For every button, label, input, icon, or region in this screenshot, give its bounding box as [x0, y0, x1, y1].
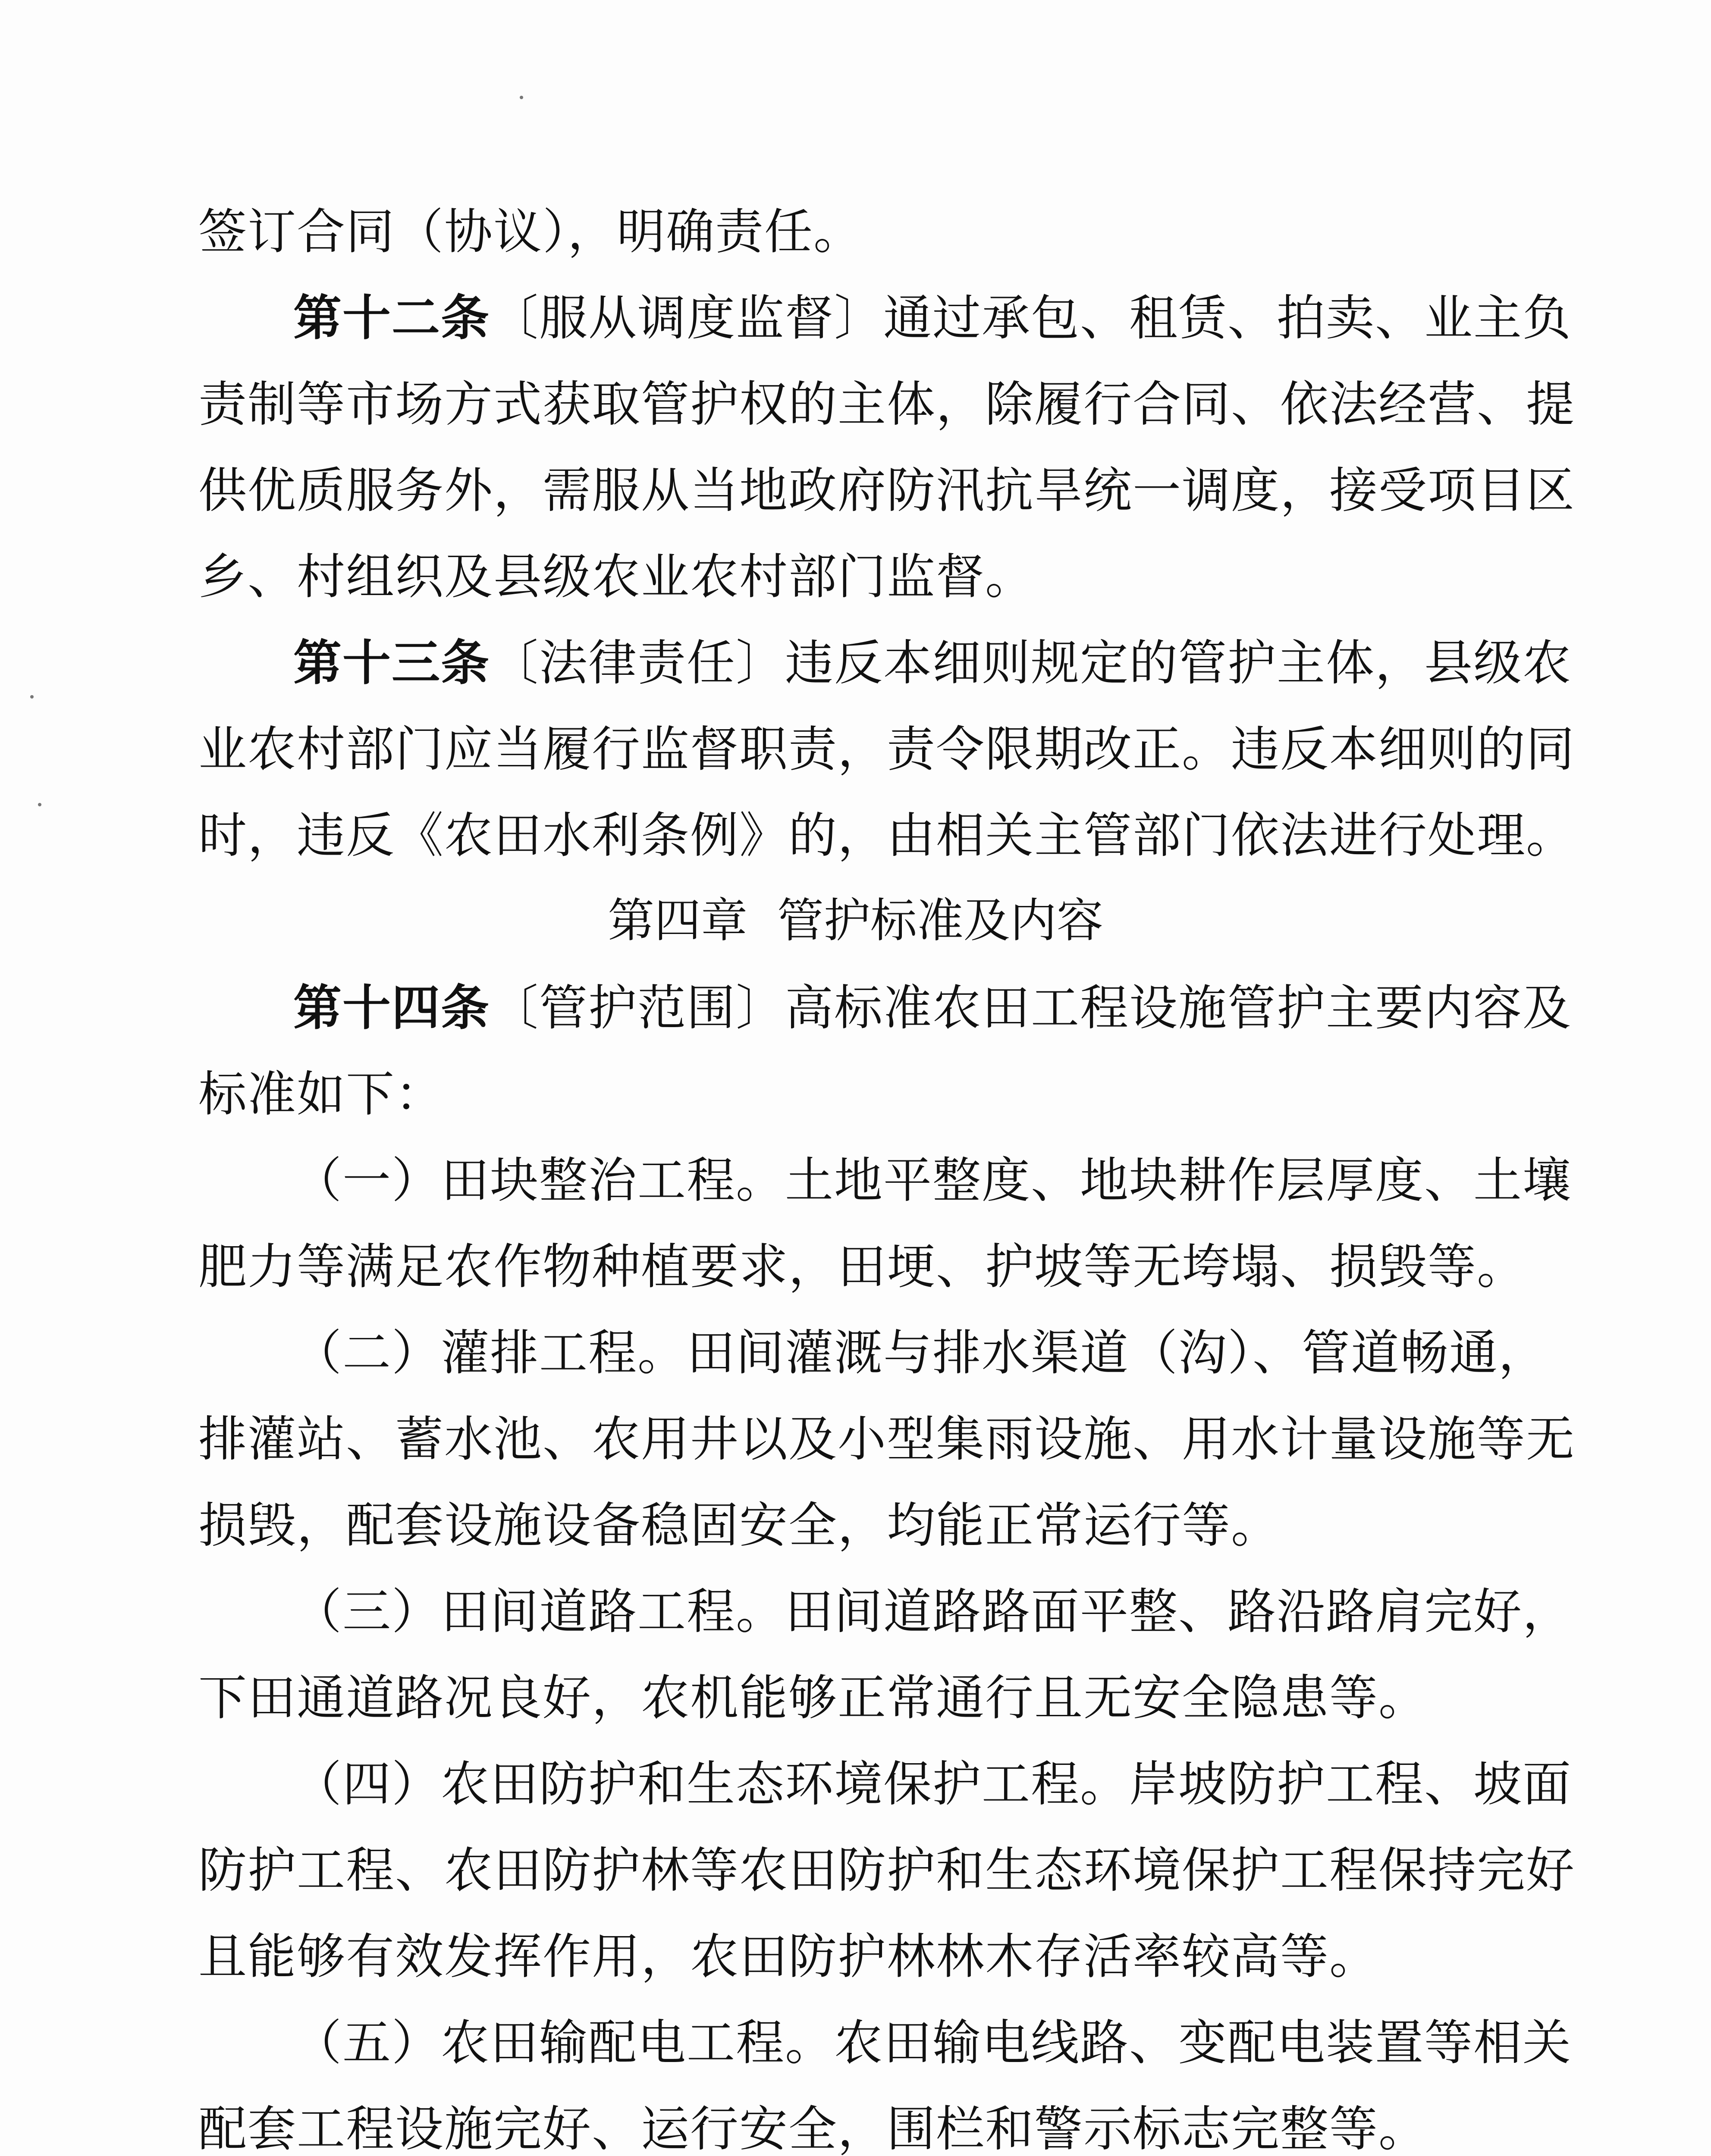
article-12-line: 第十二条〔服从调度监督〕通过承包、租赁、拍卖、业主负	[293, 290, 1572, 346]
scan-speck	[38, 803, 41, 806]
body-line: 损毁，配套设施设备稳固安全，均能正常运行等。	[198, 1498, 1280, 1554]
body-line: 且能够有效发挥作用，农田防护林林木存活率较高等。	[198, 1929, 1378, 1985]
list-item-line: （四）农田防护和生态环境保护工程。岸坡防护工程、坡面	[293, 1756, 1572, 1812]
body-line: 肥力等满足农作物种植要求，田埂、护坡等无垮塌、损毁等。	[198, 1239, 1526, 1295]
chapter-heading: 第四章 管护标准及内容	[608, 894, 1103, 948]
body-line: 业农村部门应当履行监督职责，责令限期改正。违反本细则的同	[198, 721, 1575, 777]
article-13-line: 第十三条〔法律责任〕违反本细则规定的管护主体，县级农	[293, 635, 1572, 691]
body-line: 防护工程、农田防护林等农田防护和生态环境保护工程保持完好	[198, 1843, 1575, 1899]
body-line: 排灌站、蓄水池、农用井以及小型集雨设施、用水计量设施等无	[198, 1411, 1575, 1467]
scan-speck	[520, 96, 523, 99]
article-number: 第十三条	[293, 635, 490, 691]
list-item-line: （三）田间道路工程。田间道路路面平整、路沿路肩完好，	[293, 1584, 1572, 1640]
body-line: 责制等市场方式获取管护权的主体，除履行合同、依法经营、提	[198, 376, 1575, 432]
list-item-line: （一）田块整治工程。土地平整度、地块耕作层厚度、土壤	[293, 1153, 1572, 1209]
list-item-line: （五）农田输配电工程。农田输电线路、变配电装置等相关	[293, 2015, 1572, 2071]
body-line: 时，违反《农田水利条例》的，由相关主管部门依法进行处理。	[198, 808, 1575, 864]
body-line: 乡、村组织及县级农业农村部门监督。	[198, 549, 1034, 605]
article-number: 第十二条	[293, 290, 490, 346]
scan-speck	[30, 695, 34, 699]
body-line: 签订合同（协议），明确责任。	[198, 204, 863, 260]
body-line: 下田通道路况良好，农机能够正常通行且无安全隐患等。	[198, 1670, 1428, 1726]
body-line: 配套工程设施完好、运行安全，围栏和警示标志完整等。	[198, 2101, 1428, 2156]
body-line: 标准如下：	[198, 1066, 444, 1122]
article-number: 第十四条	[293, 980, 490, 1036]
list-item-line: （二）灌排工程。田间灌溉与排水渠道（沟）、管道畅通，	[293, 1325, 1548, 1381]
body-line: 供优质服务外，需服从当地政府防汛抗旱统一调度，接受项目区	[198, 463, 1575, 519]
article-14-line: 第十四条〔管护范围〕高标准农田工程设施管护主要内容及	[293, 980, 1572, 1036]
